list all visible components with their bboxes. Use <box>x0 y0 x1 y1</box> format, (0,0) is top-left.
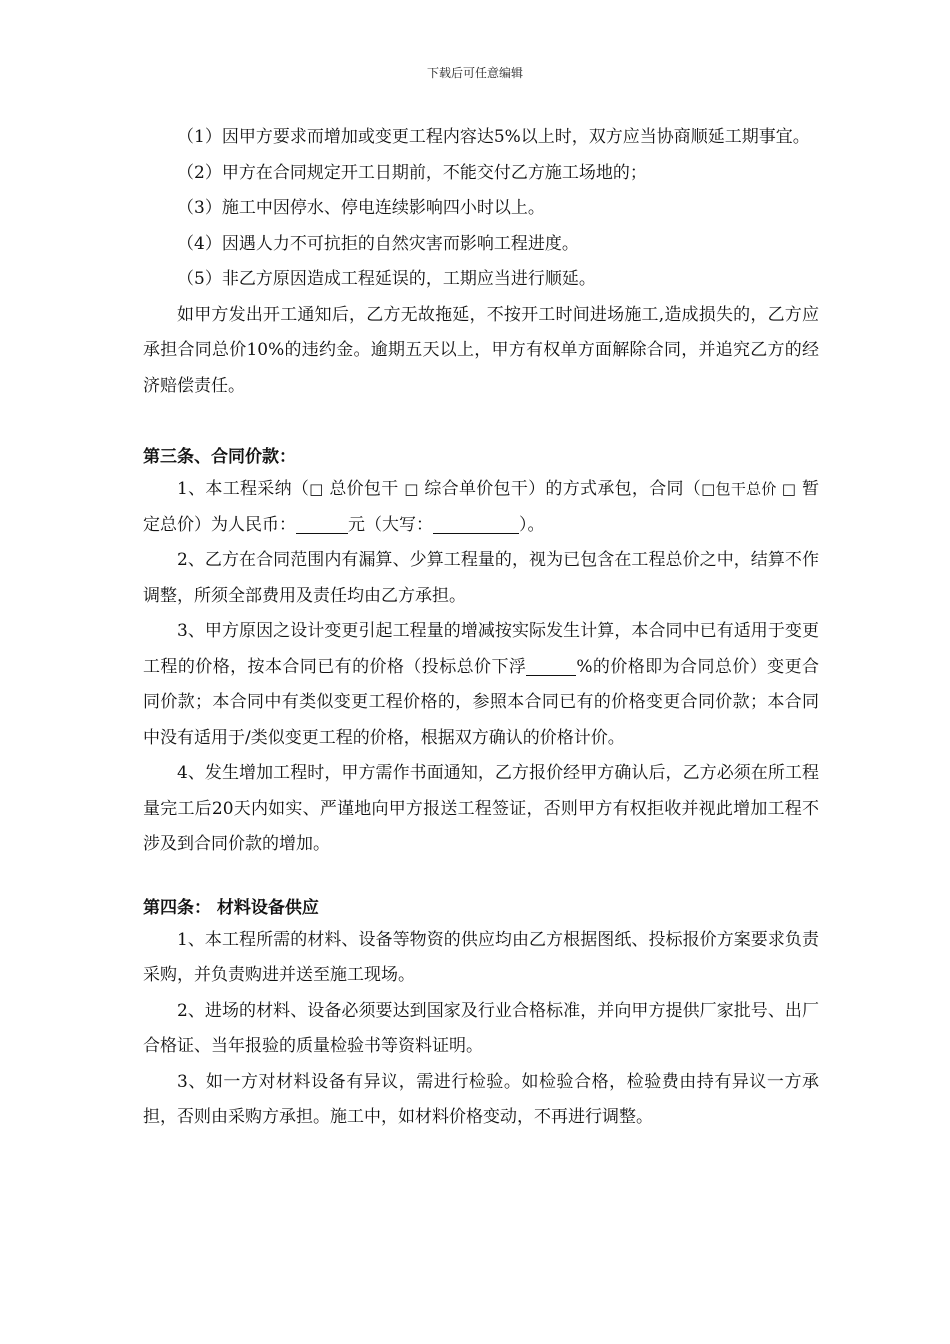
section-3-para-1: 1、本工程采纳（□ 总价包干 □ 综合单价包干）的方式承包，合同（□包干总价 □ 暂定总价）为人民币： 元（大写： ）。 <box>143 479 819 535</box>
section-3-para-2: 2、乙方在合同范围内有漏算、少算工程量的，视为已包含在工程总价之中，结算不作调整，所须全部费用及责任均由乙方承担。 <box>143 550 819 606</box>
checkbox-icon: □ <box>781 480 797 498</box>
amount-in-words-blank <box>433 513 519 534</box>
checkbox-icon: □ <box>701 480 716 498</box>
section-4-para-3: 3、如一方对材料设备有异议，需进行检验。如检验合格，检验费由持有异议一方承担，否则由采购方承担。施工中，如材料价格变动，不再进行调整。 <box>143 1071 819 1127</box>
delay-item-1: （1）因甲方要求而增加或变更工程内容达5%以上时，双方应当协商顺延工期事宜。 <box>177 127 810 147</box>
page-header: 下载后可任意编辑 <box>426 66 523 80</box>
penalty-paragraph: 如甲方发出开工通知后，乙方无故拖延，不按开工时间进场施工,造成损失的，乙方应承担合同总价10%的违约金。逾期五天以上，甲方有权单方面解除合同，并追究乙方的经济赔偿责任。 <box>143 304 819 396</box>
delay-item-4: （4）因遇人力不可抗拒的自然灾害而影响工程进度。 <box>177 233 579 254</box>
checkbox-icon: □ <box>404 480 419 498</box>
section-3-para-3: 3、甲方原因之设计变更引起工程量的增减按实际发生计算，本合同中已有适用于变更工程的价格，按本合同已有的价格（投标总价下浮 %的价格即为合同总价）变更合同价款；本合同中有类似变更工程价格的，参照本合同已有的价格变更合同价款；本合同中没有适用于/类似变更工程的价格，根据双方确认的价格计价。 <box>143 621 820 748</box>
discount-blank <box>526 655 576 676</box>
section-3-para-4: 4、发生增加工程时，甲方需作书面通知，乙方报价经甲方确认后，乙方必须在所工程量完工后20天内如实、严谨地向甲方报送工程签证，否则甲方有权拒收并视此增加工程不涉及到合同价款的增加。 <box>143 763 819 854</box>
delay-item-2: （2）甲方在合同规定开工日期前，不能交付乙方施工场地的； <box>177 162 647 183</box>
section-3-title: 第三条、合同价款： <box>143 447 296 467</box>
section-4-para-1: 1、本工程所需的材料、设备等物资的供应均由乙方根据图纸、投标报价方案要求负责采购，并负责购进并送至施工现场。 <box>143 929 819 985</box>
section-4-para-2: 2、进场的材料、设备必须要达到国家及行业合格标准，并向甲方提供厂家批号、出厂合格证、当年报验的质量检验书等资料证明。 <box>143 1000 819 1056</box>
delay-item-3: （3）施工中因停水、停电连续影响四小时以上。 <box>177 198 545 218</box>
delay-item-5: （5）非乙方原因造成工程延误的，工期应当进行顺延。 <box>177 269 596 289</box>
section-4-title: 第四条： 材料设备供应 <box>143 897 319 918</box>
document-body <box>143 120 819 1136</box>
amount-blank <box>296 513 348 534</box>
checkbox-icon: □ <box>309 480 324 498</box>
